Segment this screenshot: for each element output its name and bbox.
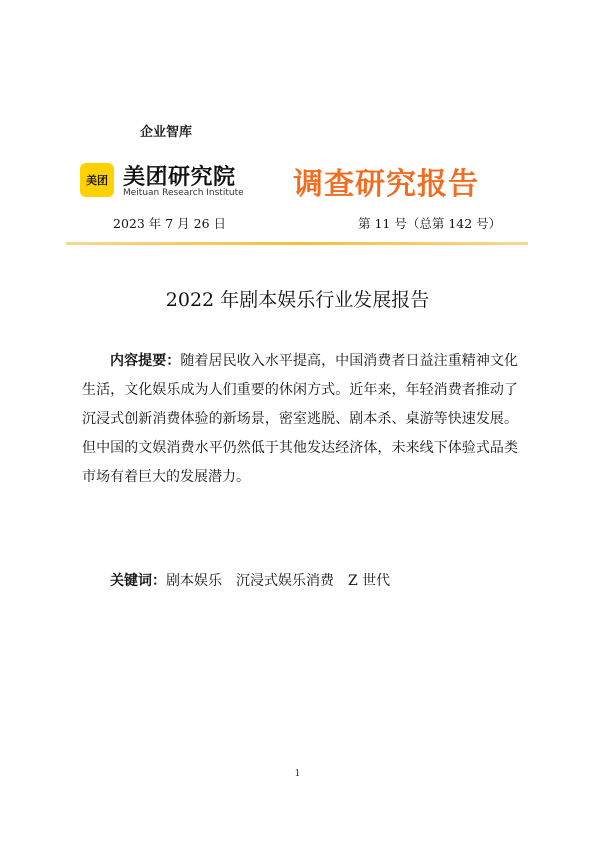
think-tank-label: 企业智库 — [140, 125, 193, 140]
report-title: 2022 年剧本娱乐行业发展报告 — [165, 289, 430, 311]
abstract-label: 内容提要： — [110, 353, 181, 369]
keyword: Z 世代 — [348, 573, 391, 589]
institute-name-cn: 美团研究院 — [123, 165, 236, 190]
abstract-text: 随着居民收入水平提高，中国消费者日益注重精神文化生活，文化娱乐成为人们重要的休闲方式。近年来，年轻消费者推动了沉浸式创新消费体验的新场景，密室逃脱、剧本杀、桌游等快速发展。但中国的文娱消费水平仍然低于其他发达经济体，未来线下体验式品类市场有着巨大的发展潜力。 — [82, 353, 519, 485]
publish-date: 2023 年 7 月 26 日 — [113, 216, 227, 231]
issue-number: 第 11 号（总第 142 号） — [358, 216, 502, 231]
abstract — [82, 347, 518, 492]
page-number: 1 — [294, 769, 301, 779]
keywords-label: 关键词： — [110, 573, 166, 589]
series-title: 调查研究报告 — [293, 167, 479, 202]
keywords — [110, 570, 404, 590]
meituan-logo-icon: 美团 — [80, 163, 114, 197]
header-divider — [66, 242, 528, 245]
institute-name-en: Meituan Research Institute — [123, 188, 244, 198]
keyword: 沉浸式娱乐消费 — [236, 573, 334, 589]
keyword: 剧本娱乐 — [166, 573, 222, 589]
